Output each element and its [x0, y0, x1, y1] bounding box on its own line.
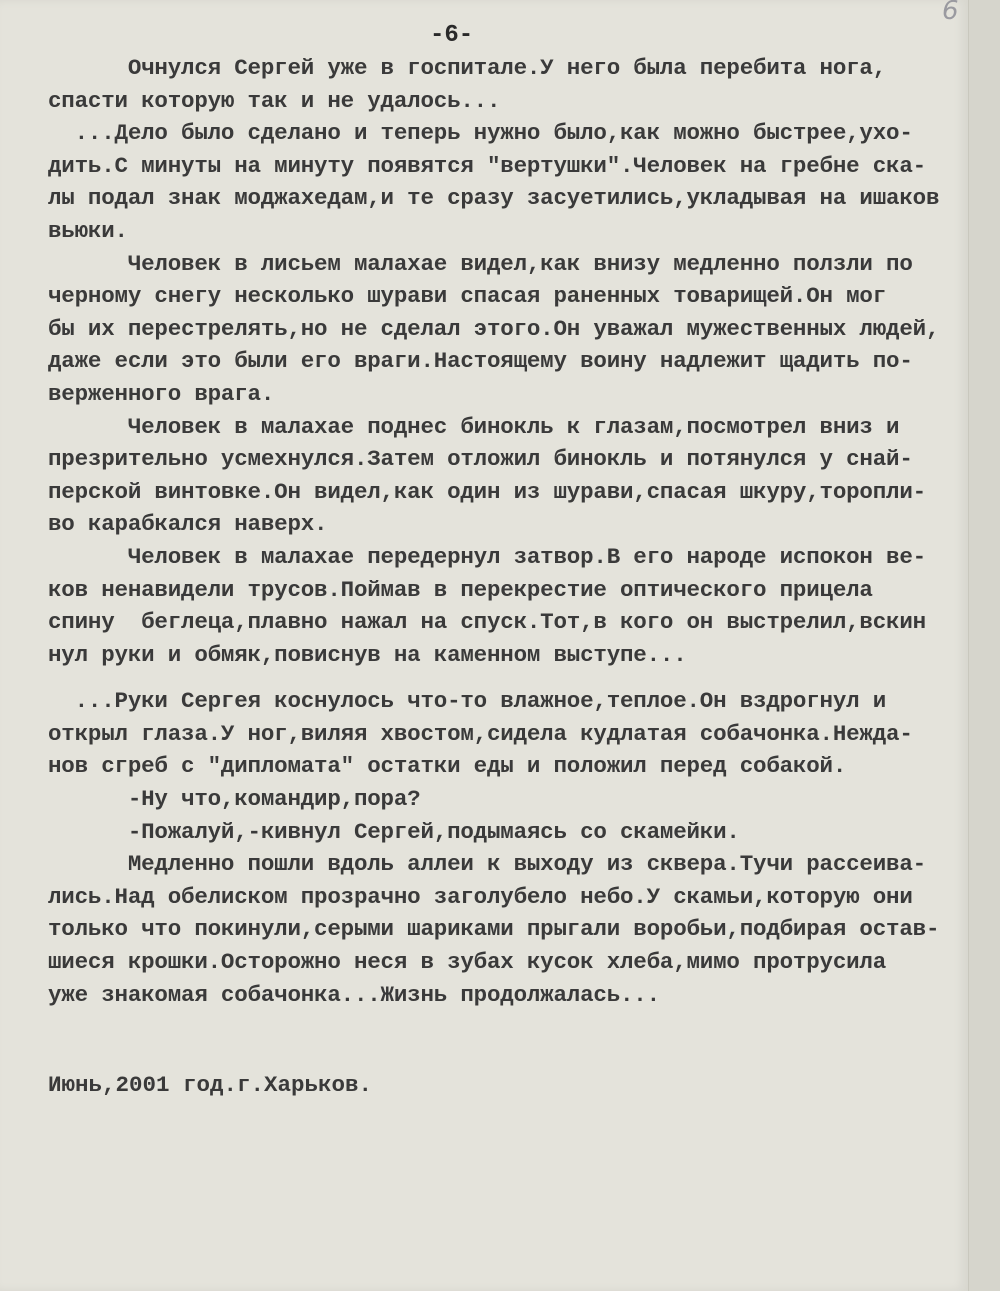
text-line: спину беглеца,плавно нажал на спуск.Тот,в кого он выстрелил,вскин	[48, 609, 926, 636]
text-line: нул руки и обмяк,повиснув на каменном выступе...	[48, 641, 687, 668]
text-line: дить.С минуты на минуту появятся "вертушки".Человек на гребне ска-	[48, 152, 926, 179]
text-line: ...Дело было сделано и теперь нужно было,как можно быстрее,ухо-	[48, 120, 913, 147]
document-body	[48, 52, 988, 1011]
text-line: ...Руки Сергея коснулось что-то влажное,теплое.Он вздрогнул и	[48, 688, 887, 715]
text-line: даже если это были его враги.Настоящему воину надлежит щадить по-	[48, 348, 913, 375]
text-line: верженного врага.	[48, 380, 275, 407]
text-line: шиеся крошки.Осторожно неся в зубах кусок хлеба,мимо протрусила	[48, 949, 887, 976]
text-line: ков ненавидели трусов.Поймав в перекрестие оптического прицела	[48, 576, 873, 603]
text-line: Очнулся Сергей уже в госпитале.У него была перебита нога,	[48, 55, 887, 81]
text-line: -Пожалуй,-кивнул Сергей,подымаясь со скамейки.	[48, 818, 740, 845]
text-line: Человек в малахае поднес бинокль к глазам,посмотрел вниз и	[48, 413, 900, 440]
text-line: во карабкался наверх.	[48, 511, 328, 538]
handwritten-page-number: 6	[942, 0, 959, 26]
text-line: спасти которую так и не удалось...	[48, 87, 501, 114]
text-line: Человек в лисьем малахае видел,как внизу медленно ползли по	[48, 250, 913, 277]
text-line: нов сгреб с "дипломата" остатки еды и положил перед собакой.	[48, 753, 847, 780]
text-line: уже знакомая собачонка...Жизнь продолжалась...	[48, 981, 660, 1008]
page-number: -6-	[430, 22, 474, 49]
date-place-line: Июнь,2001 год.г.Харьков.	[48, 1072, 373, 1098]
text-line: бы их перестрелять,но не сделал этого.Он уважал мужественных людей,	[48, 315, 940, 342]
text-line: презрительно усмехнулся.Затем отложил бинокль и потянулся у снай-	[48, 446, 913, 473]
text-line: лись.Над обелиском прозрачно заголубело небо.У скамьи,которую они	[48, 883, 913, 910]
text-line: только что покинули,серыми шариками прыгали воробьи,подбирая остав-	[48, 916, 940, 943]
text-line: черному снегу несколько шурави спасая раненных товарищей.Он мог	[48, 283, 887, 310]
text-line: вьюки.	[48, 217, 128, 244]
text-line: Медленно пошли вдоль аллеи к выходу из сквера.Тучи рассеива-	[48, 851, 926, 878]
text-line: лы подал знак моджахедам,и те сразу засуетились,укладывая на ишаков	[48, 185, 940, 212]
text-line: Человек в малахае передернул затвор.В его народе испокон ве-	[48, 543, 926, 570]
text-line: -Ну что,командир,пора?	[48, 786, 421, 813]
text-line: перской винтовке.Он видел,как один из шурави,спасая шкуру,торопли-	[48, 478, 926, 505]
text-line: открыл глаза.У ног,виляя хвостом,сидела кудлатая собачонка.Нежда-	[48, 720, 913, 747]
